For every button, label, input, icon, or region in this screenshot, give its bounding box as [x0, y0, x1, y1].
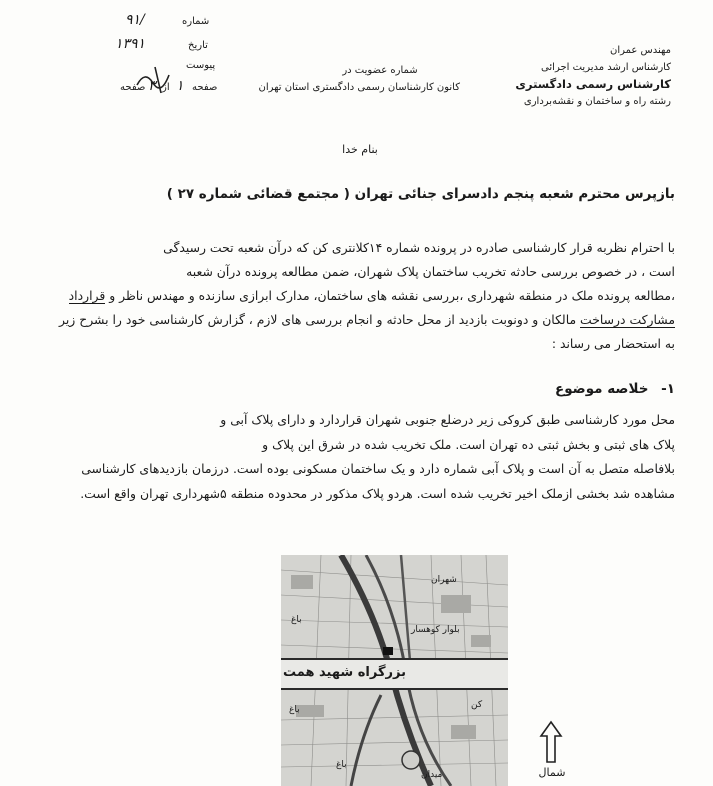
section-1-body — [35, 408, 675, 506]
letterhead-center — [258, 62, 460, 96]
attachment-label: پیوست — [186, 60, 216, 71]
page-separator: از — [162, 82, 170, 93]
map-label-shahran: شهران — [431, 575, 457, 585]
map-label-square: میدان — [421, 770, 443, 780]
map-label-garden-1: باغ — [291, 615, 302, 625]
section-1-line-2: پلاک های ثبتی و بخش ثبتی ده تهران است. ملک تخریب شده در شرق این پلاک و — [262, 436, 675, 452]
association-name: کانون کارشناسان رسمی دادگستری استان تهران — [258, 82, 460, 93]
map-label-kuhsar: بلوار کوهسار — [411, 625, 460, 635]
intro-line-4 — [35, 308, 675, 332]
section-1-number: ۱- — [661, 381, 675, 397]
intro-line-5: به استحضار می رساند : — [551, 336, 675, 351]
page-total: ۳ — [148, 78, 156, 94]
membership-number-label: شماره عضویت در — [342, 65, 418, 76]
intro-line-1: با احترام نظربه قرار کارشناسی صادره در پرونده شماره ۱۴کلانتری کن که درآن شعبه تحت رسیدگی — [163, 240, 675, 255]
contract-underlined: قرارداد — [68, 288, 106, 303]
intro-line-2: است ، در خصوص بررسی حادثه تخریب ساختمان پلاک شهران، ضمن مطالعه پرونده درآن شعبه — [186, 264, 675, 279]
engineer-expert-title: کارشناس رسمی دادگستری — [515, 77, 671, 91]
section-1-title: خلاصه موضوع — [554, 381, 649, 397]
section-1-line-3: بلافاصله متصل به آن است و پلاک آبی شماره دارد و یک ساختمان مسکونی بوده است. درزمان بازدیدهای کارشناسی — [81, 461, 675, 476]
page-current: ۱ — [176, 78, 184, 94]
engineer-field: رشته راه و ساختمان و نقشه‌برداری — [523, 96, 671, 107]
number-value: ۹۱/ — [125, 12, 145, 28]
addressee: بازپرس محترم شعبه پنجم دادسرای جنائی تهران ( مجتمع قضائی شماره ۲۷ ) — [166, 186, 675, 202]
section-1-line-1: محل مورد کارشناسی طبق کروکی زیر درضلع جنوبی شهران قراردارد و دارای پلاک آبی و — [220, 412, 675, 427]
north-arrow-icon — [538, 720, 564, 764]
intro-line-3-text: ،مطالعه پرونده ملک در منطقه شهرداری ،بررسی نقشه های ساختمان، مدارک ابرازی سازنده و مهندس ناظر و — [105, 288, 675, 303]
engineer-degree: کارشناس ارشد مدیریت اجرائی — [541, 62, 671, 73]
number-label: شماره — [182, 16, 210, 27]
letterhead-left — [110, 10, 220, 100]
date-label: تاریخ — [188, 40, 208, 51]
section-1-heading — [555, 381, 675, 397]
intro-line-4-text: مالکان و دونوبت بازدید از محل حادثه و انجام بررسی های لازم ، گزارش کارشناسی خود را بشرح زیر — [59, 312, 581, 327]
intro-line-3 — [35, 284, 675, 308]
intro-paragraph — [35, 236, 675, 356]
map-highway-label: بزرگراه شهید همت — [283, 665, 406, 680]
date-value: ۱۳۹۱ — [115, 36, 146, 52]
map-label-garden-3: باغ — [336, 760, 347, 770]
partnership-underlined: مشارکت درساخت — [580, 312, 675, 327]
location-map — [281, 555, 508, 786]
engineer-title: مهندس عمران — [609, 45, 671, 56]
map-label-garden-2: باغ — [289, 705, 300, 715]
handwritten-scribble — [135, 65, 175, 95]
north-label: شمال — [538, 766, 566, 779]
section-1-line-4: مشاهده شد بخشی ازملک اخیر تخریب شده است. هردو پلاک مذکور در محدوده منطقه ۵شهرداری تهران واقع است. — [80, 485, 675, 501]
bismillah: بنام خدا — [342, 143, 378, 156]
page-word: صفحه — [120, 82, 146, 93]
page-label: صفحه — [192, 82, 218, 93]
letterhead-right — [461, 42, 671, 110]
map-label-kan: کن — [471, 700, 483, 710]
